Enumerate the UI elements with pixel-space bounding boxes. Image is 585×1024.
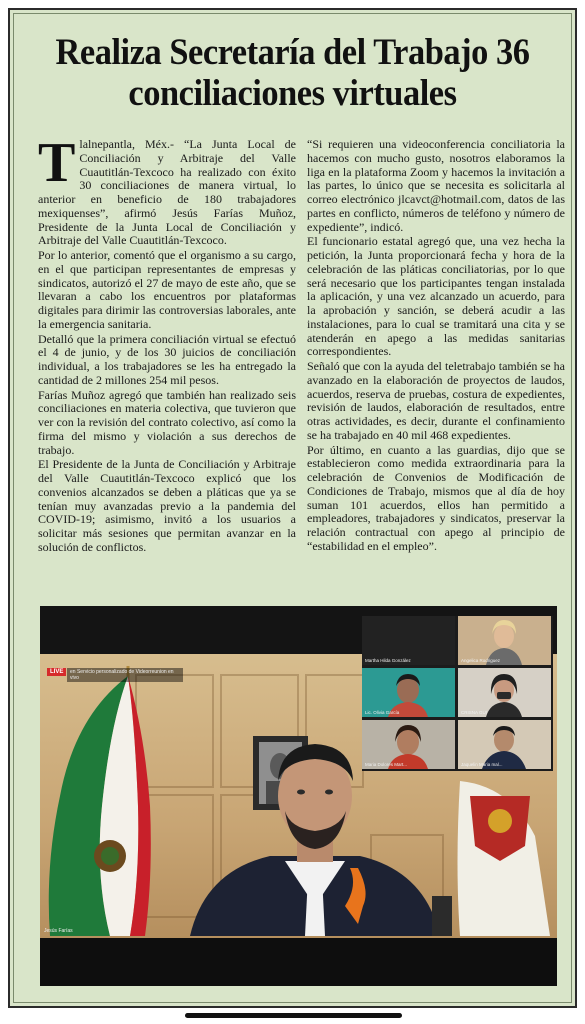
paragraph: Señaló que con la ayuda del teletrabajo también se ha avanzado en la elaboración de proyectos de laudos, acuerdos, reserva de pruebas, costura de expedientes, revisión de laudos, elaboración de resultados, entre otras actividades, es decir, durante el confinamiento se ha trabajado en 40 mil 468 expedientes. [307, 359, 565, 442]
video-bottom-bar [40, 938, 557, 986]
paragraph: El Presidente de la Junta de Conciliación y Arbitraje del Valle Cuautitlán-Texcoco explicó que los convenios alcanzados se deben a pláticas que ya se tenían muy avanzadas previo a la pandemia del COVID-19; asimismo, invitó a los usuarios a solicitar más sesiones que permitan avanzar en la solución de conflictos. [38, 457, 296, 554]
mexico-flag [49, 666, 151, 936]
participant-tile [362, 720, 455, 769]
participant-name: Martha Hilda González [365, 658, 411, 663]
live-badge: LIVE [47, 668, 66, 676]
participant-tile [362, 616, 455, 665]
participant-tile [458, 616, 551, 665]
participant-name: CRISNA GUI [461, 710, 488, 715]
home-indicator[interactable] [185, 1013, 402, 1018]
live-stream-caption: en Servicio personalizado de Videorreunion en vivo [67, 668, 183, 682]
main-speaker-name: Jesús Farías [44, 928, 73, 934]
headline-line-1: Realiza Secretaría del Trabajo 36 [55, 32, 530, 73]
chair [432, 896, 452, 936]
participant-name: Angelica Rodriguez [461, 658, 501, 663]
participant-tile [458, 668, 551, 717]
paragraph: Por lo anterior, comentó que el organismo a su cargo, en el que participan representantes de empresas y sindicatos, autorizó el 27 de mayo de este año, que se llevaran a cabo los encuentros por plataformas digitales para dirimir las controversias laborales, ante la emergencia sanitaria. [38, 248, 296, 331]
article-column-right [307, 138, 565, 555]
participant-name: Jaquelin Maria mal... [461, 762, 503, 767]
paragraph-text: lalnepantla, Méx.- “La Junta Local de Conciliación y Arbitraje del Valle Cuautitlán-Texcoco ha realizado con éxito 30 conciliaciones de manera virtual, lo anterior en beneficio de 180 trabajadores mexiquenses”, afirmó Jesús Farías Muñoz, Presidente de la Junta Local de Conciliación y Arbitraje del Valle Cuautitlán-Texcoco. [38, 137, 296, 248]
dropcap: T [38, 132, 76, 194]
paragraph: Farías Muñoz agregó que también han realizado seis conciliaciones en materia colectiva, que tuvieron que ver con la revisión del contrato colectivo, así como la firma del mismo y violación a sus derechos de trabajo. [38, 387, 296, 457]
video-conference-photo [40, 606, 557, 986]
participant-tile [362, 668, 455, 717]
paragraph: Detalló que la primera conciliación virtual se efectuó el 4 de junio, y de los 30 juicios de conciliación individual, a los trabajadores se les ha entregado la cantidad de 2 millones 254 mil pesos. [38, 331, 296, 387]
article-column-left [38, 132, 296, 556]
participant-name: Maria Dolores Mart... [365, 762, 408, 767]
paragraph: “Si requieren una videoconferencia conciliatoria la hacemos con mucho gusto, nosotros elaboramos la liga en la plataforma Zoom y hacemos la invitación a las partes, lo único que se necesita es solicitarla al correo electrónico jlcavct@hotmail.com, datos de las partes en conflicto, números de teléfono y número de expediente”, indicó. [307, 137, 565, 234]
headline [39, 32, 546, 114]
paragraph: Por último, en cuanto a las guardias, dijo que se establecieron como medida extraordinaria para la celebración de Convenios de Modificación de Condiciones de Trabajo, mismos que al día de hoy suman 101 acuerdos, ellos han permitido a empleadores, trabajadores y sindicatos, preservar la relación contractual con apego al principio de “estabilidad en el empleo”. [307, 442, 565, 553]
participant-grid [362, 616, 553, 771]
main-speaker [190, 744, 440, 936]
paragraph: El funcionario estatal agregó que, una vez hecha la petición, la Junta proporcionará fecha y hora de la celebración de las pláticas conciliatorias, por lo que será necesario que los participantes tengan instalada la aplicación, y una vez alcanzado un acuerdo, para la aprobación y sanción, se deberá acudir a las instalaciones, para lo cual se tramitará una cita y se atenderán en apego a las medidas sanitarias correspondientes. [307, 234, 565, 359]
state-flag [458, 781, 551, 936]
newspaper-clipping [8, 8, 577, 1008]
paragraph [38, 132, 296, 248]
headline-line-2: conciliaciones virtuales [128, 73, 457, 114]
participant-tile [458, 720, 551, 769]
participant-name: Lic. Olivia García [365, 710, 400, 715]
